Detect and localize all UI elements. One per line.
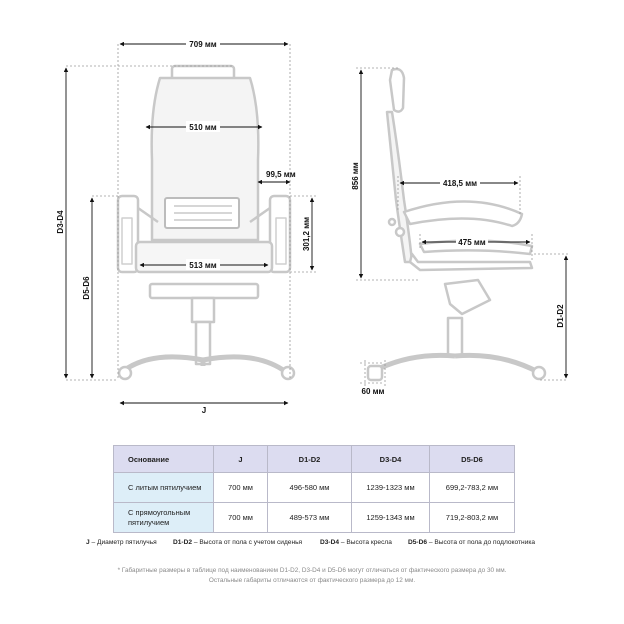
legend-key: D3-D4 (320, 539, 340, 546)
side-headrest (390, 69, 404, 112)
base-legs (122, 357, 286, 372)
footnote-1: * Габаритные размеры в таблице под наименованием D1-D2, D3-D4 и D5-D6 могут отличаться от фактического размера до 30 мм. (117, 567, 507, 574)
dim-armrest-height: 301,2 мм (302, 216, 311, 252)
dim-caster: 60 мм (361, 387, 385, 396)
dim-base-j: J (201, 406, 207, 415)
col-header-d3d4: D3-D4 (352, 446, 430, 473)
cell-d3d4: 1239-1323 мм (352, 473, 430, 503)
legend-text: – Диаметр пятилучья (89, 539, 157, 546)
cell-d3d4: 1259-1343 мм (352, 503, 430, 533)
footnote-2: Остальные габариты отличаются от фактического размера до 12 мм. (208, 577, 416, 584)
legend (0, 539, 624, 551)
table-row (114, 473, 515, 503)
legend-text: – Высота кресла (339, 539, 392, 546)
side-mechanism (445, 280, 490, 314)
legend-key: D5-D6 (408, 539, 428, 546)
col-header-d5d6: D5-D6 (430, 446, 515, 473)
dim-back-height: 856 мм (351, 162, 360, 190)
cell-j: 700 мм (214, 503, 268, 533)
gas-lift (192, 298, 214, 322)
legend-item-d5d6 (408, 539, 535, 546)
side-seat (404, 201, 522, 226)
cell-j: 700 мм (214, 473, 268, 503)
dim-armrest-width: 99,5 мм (266, 170, 296, 179)
dim-seat-depth: 418,5 мм (442, 179, 478, 188)
cell-d5d6: 719,2-803,2 мм (430, 503, 515, 533)
col-header-j: J (214, 446, 268, 473)
dim-d5d6: D5-D6 (82, 276, 91, 300)
front-view-chair (118, 66, 294, 379)
col-header-d1d2: D1-D2 (268, 446, 352, 473)
legend-key: D1-D2 (173, 539, 193, 546)
side-backrest (387, 112, 412, 262)
mechanism (150, 284, 258, 298)
col-header-base: Основание (114, 446, 214, 473)
table-header-row (114, 446, 515, 473)
cell-base: С литым пятилучием (114, 473, 214, 503)
dim-d3d4: D3-D4 (56, 210, 65, 234)
legend-item-d1d2 (173, 539, 302, 546)
side-front-caster (368, 366, 382, 380)
dim-seat-length: 475 мм (458, 238, 486, 247)
cell-base: С прямоугольным пятилучием (114, 503, 214, 533)
side-view-chair (368, 69, 545, 380)
spec-table (113, 445, 515, 533)
right-caster (282, 367, 294, 379)
legend-text: – Высота от пола с учетом сиденья (192, 539, 303, 546)
legend-key: J (86, 539, 90, 546)
dim-back-width: 510 мм (189, 123, 217, 132)
legend-text: – Высота от пола до подлокотника (427, 539, 536, 546)
dim-d1d2: D1-D2 (556, 304, 565, 328)
cell-d1d2: 489-573 мм (268, 503, 352, 533)
side-base-legs (372, 355, 538, 372)
table-row (114, 503, 515, 533)
legend-item-d3d4 (320, 539, 392, 546)
legend-item-j (86, 539, 157, 546)
dim-seat-width: 513 мм (189, 261, 217, 270)
cell-d5d6: 699,2-783,2 мм (430, 473, 515, 503)
cell-d1d2: 496-580 мм (268, 473, 352, 503)
dim-width-total: 709 мм (189, 40, 217, 49)
left-caster (119, 367, 131, 379)
